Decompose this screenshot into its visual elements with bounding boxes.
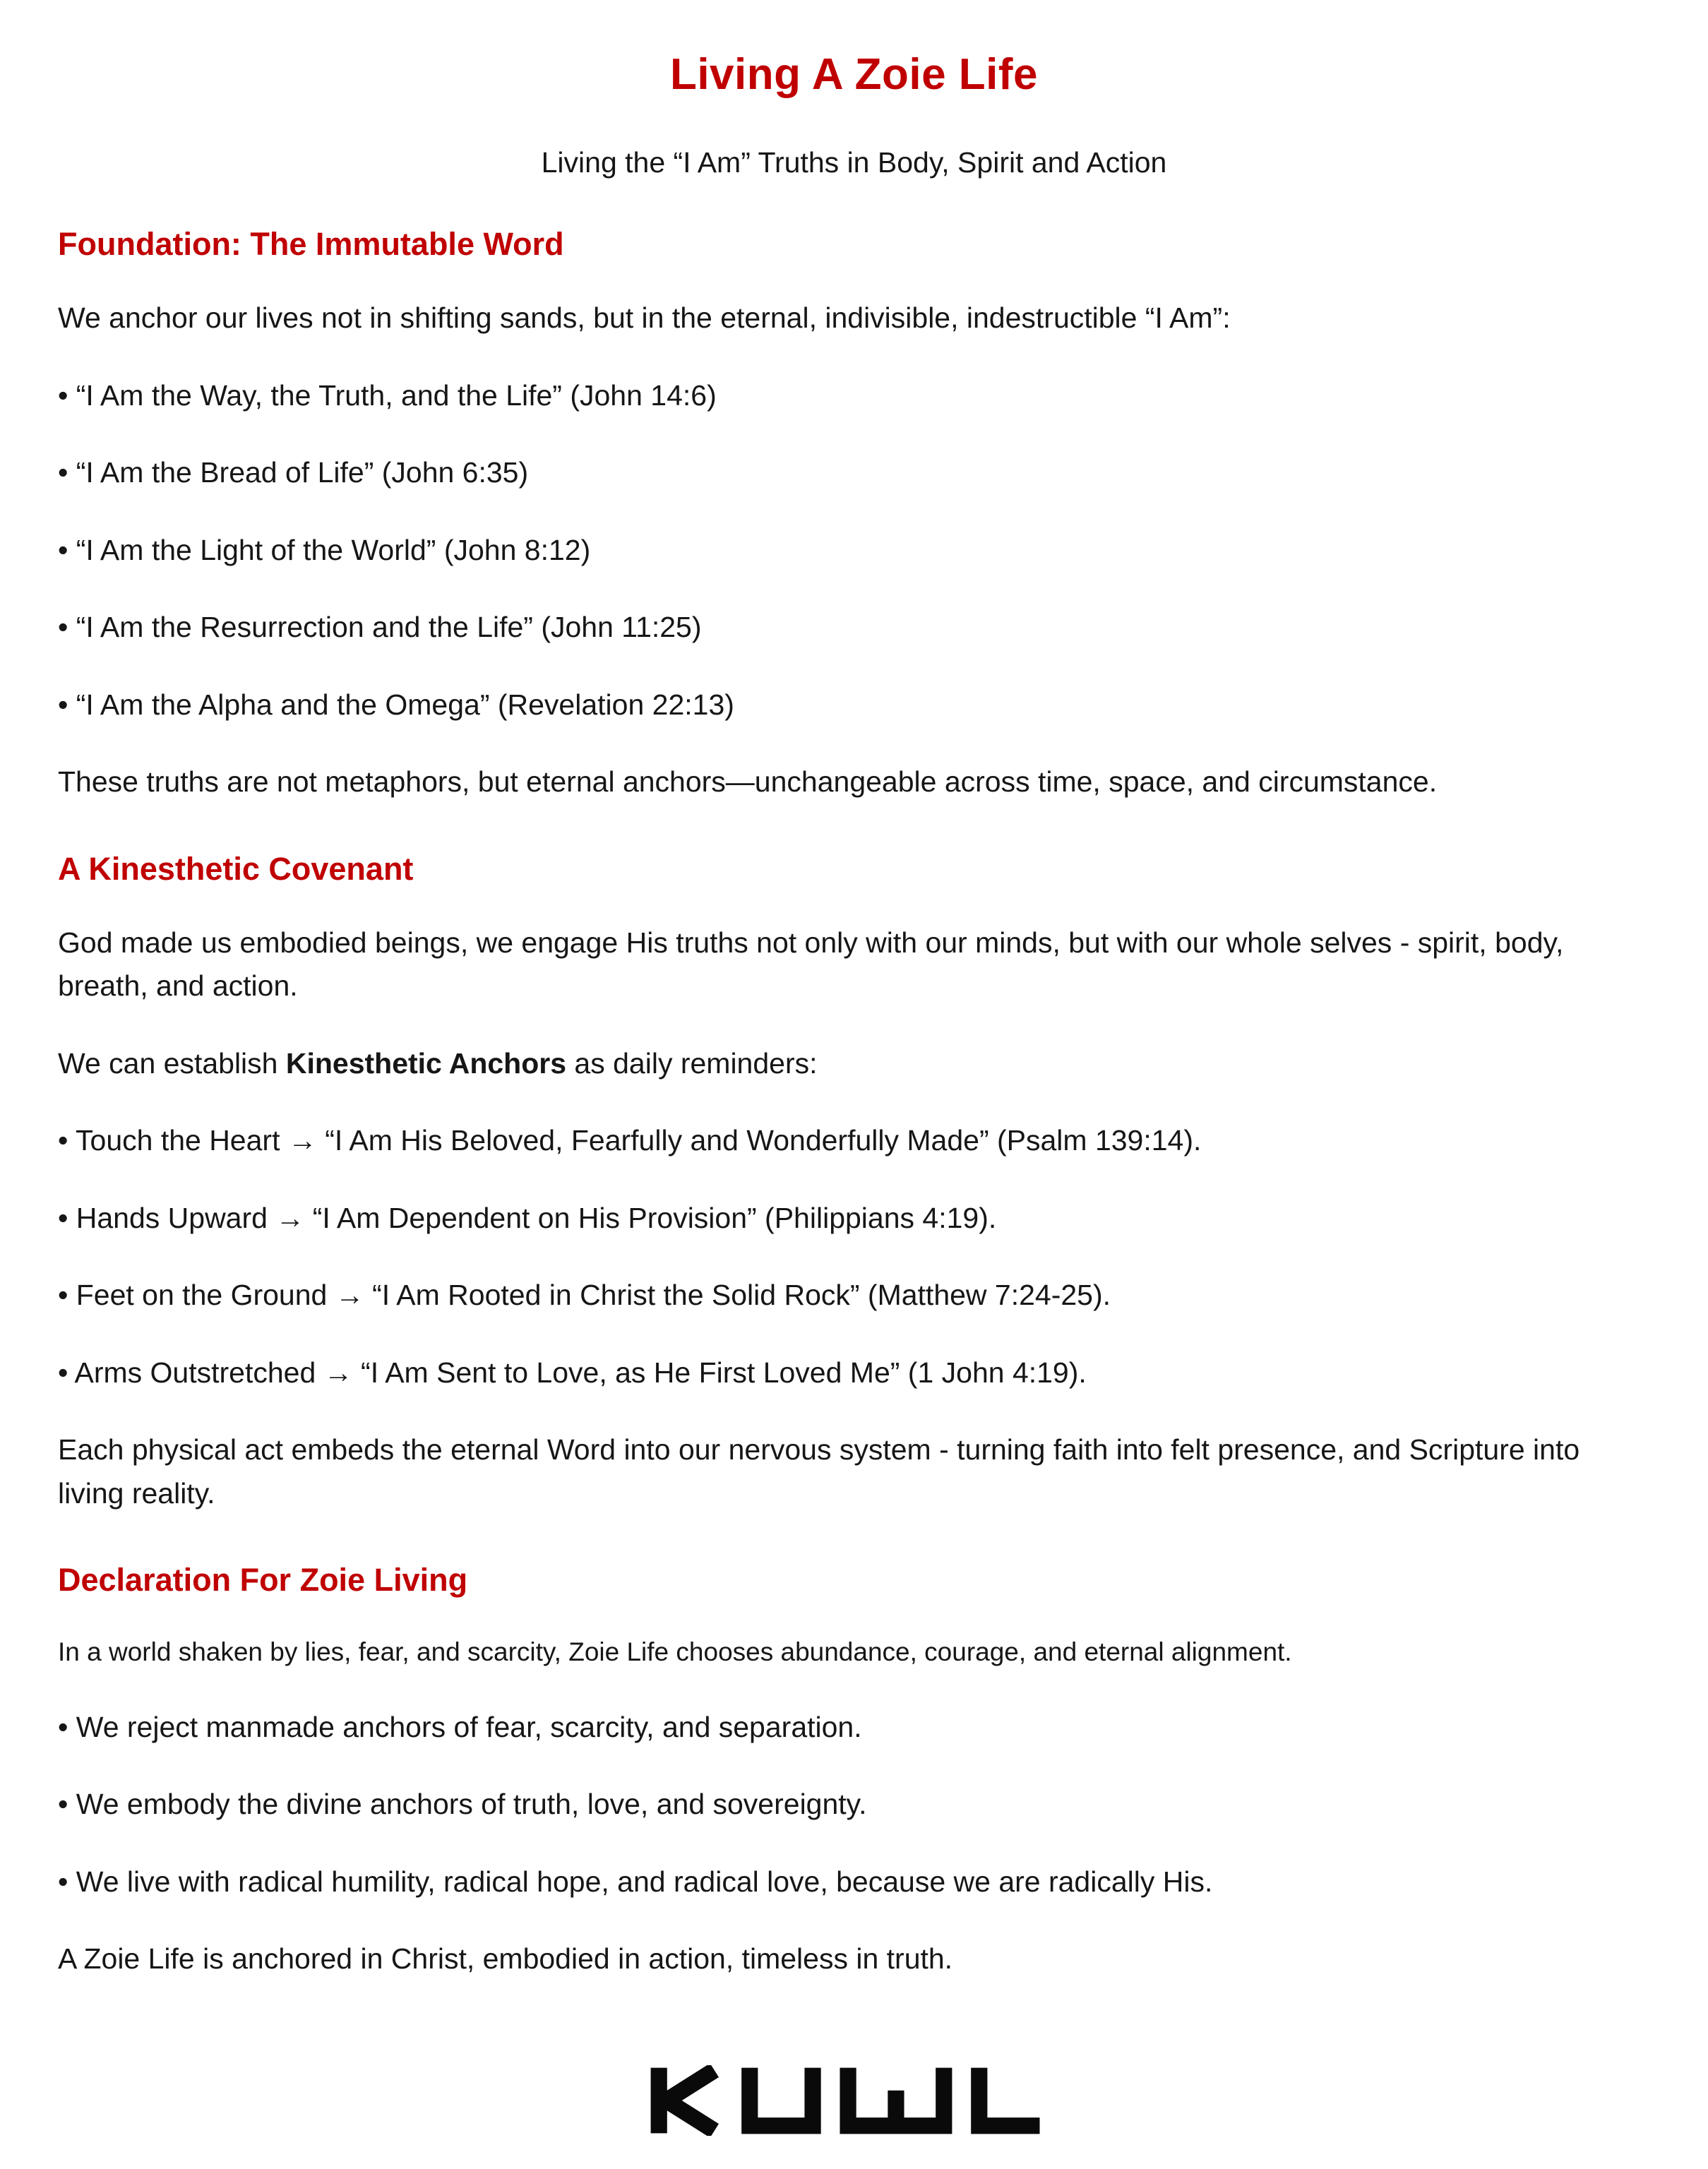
page-footer [58, 2065, 1650, 2139]
list-item: • We embody the divine anchors of truth, love, and sovereignty. [58, 1783, 1650, 1827]
kuwl-logo [639, 2065, 1070, 2136]
anchors-prefix-text: We can establish [58, 1046, 286, 1080]
paragraph-declaration-outro: A Zoie Life is anchored in Christ, embodied in action, timeless in truth. [58, 1942, 953, 1975]
anchors-bold-text: Kinesthetic Anchors [285, 1046, 567, 1080]
list-item: • Hands Upward → “I Am Dependent on His Provision” (Philippians 4:19). [58, 1197, 1650, 1241]
paragraph-covenant-intro: God made us embodied beings, we engage His truths not only with our minds, but with our whole selves - spirit, body, breath, and action. [58, 926, 1564, 1002]
anchors-suffix-text: as daily reminders: [566, 1046, 818, 1080]
list-item: • “I Am the Alpha and the Omega” (Revelation 22:13) [58, 683, 1650, 727]
section-heading-foundation: Foundation: The Immutable Word [58, 226, 564, 262]
list-item: • Feet on the Ground → “I Am Rooted in Christ the Solid Rock” (Matthew 7:24-25). [58, 1274, 1650, 1317]
list-item: • We reject manmade anchors of fear, scarcity, and separation. [58, 1706, 1650, 1750]
paragraph-covenant-outro: Each physical act embeds the eternal Word into our nervous system - turning faith into felt presence, and Scripture into living reality. [58, 1433, 1580, 1510]
page-subtitle: Living the “I Am” Truths in Body, Spirit and Action [541, 146, 1167, 179]
paragraph-covenant-anchors [58, 1042, 1650, 1086]
list-item: • “I Am the Light of the World” (John 8:12) [58, 529, 1650, 573]
list-item: • Touch the Heart → “I Am His Beloved, Fearfully and Wonderfully Made” (Psalm 139:14). [58, 1119, 1650, 1163]
list-item: • “I Am the Resurrection and the Life” (John 11:25) [58, 606, 1650, 650]
list-item: • Arms Outstretched → “I Am Sent to Love, as He First Loved Me” (1 John 4:19). [58, 1351, 1650, 1395]
section-heading-covenant: A Kinesthetic Covenant [58, 850, 414, 887]
paragraph-foundation-intro: We anchor our lives not in shifting sands, but in the eternal, indivisible, indestructible “I Am”: [58, 301, 1231, 334]
section-heading-declaration: Declaration For Zoie Living [58, 1562, 468, 1598]
list-item: • “I Am the Way, the Truth, and the Life” (John 14:6) [58, 374, 1650, 418]
list-item: • “I Am the Bread of Life” (John 6:35) [58, 451, 1650, 495]
paragraph-declaration-intro: In a world shaken by lies, fear, and scarcity, Zoie Life chooses abundance, courage, and eternal alignment. [58, 1637, 1292, 1666]
page-title: Living A Zoie Life [669, 50, 1039, 99]
list-item: • We live with radical humility, radical hope, and radical love, because we are radically His. [58, 1860, 1650, 1904]
paragraph-foundation-outro: These truths are not metaphors, but eternal anchors—unchangeable across time, space, and circumstance. [58, 765, 1438, 798]
